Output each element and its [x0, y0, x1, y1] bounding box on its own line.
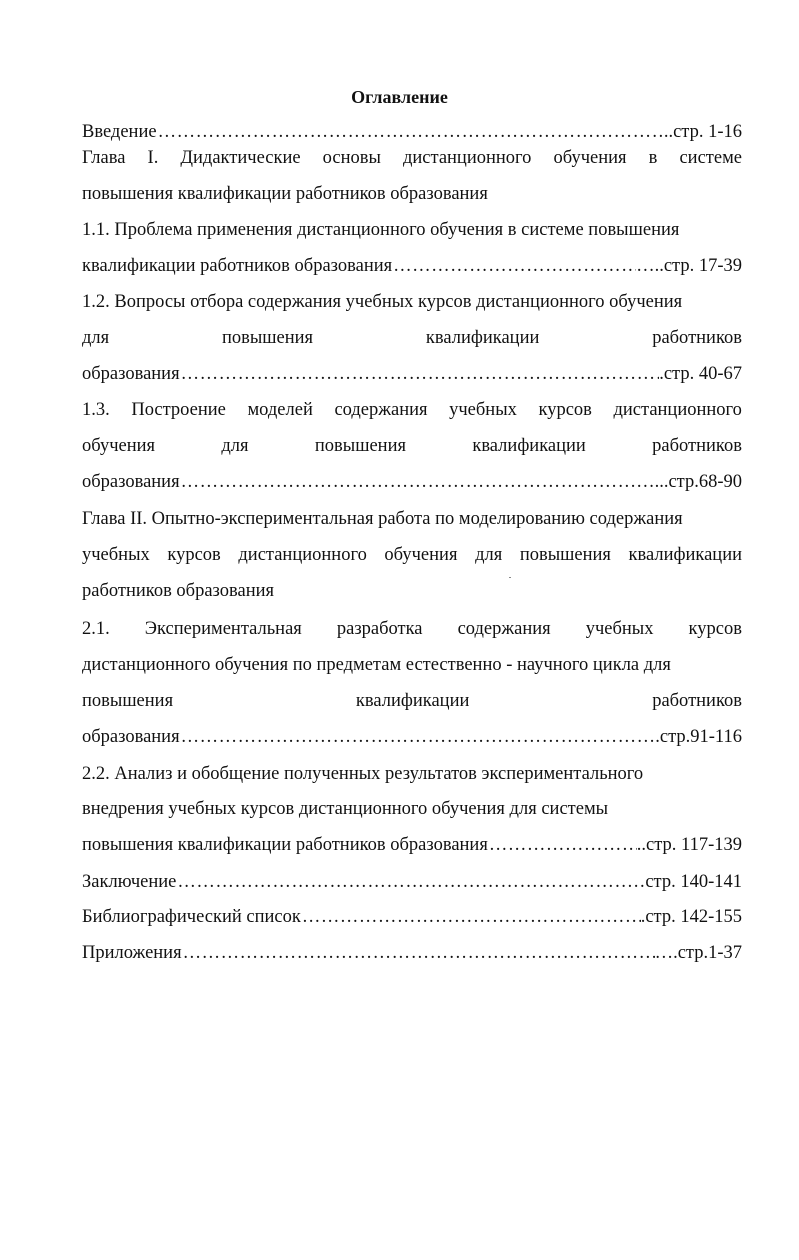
toc-page: ….стр.1-37	[654, 943, 742, 963]
toc-page: .стр.91-116	[655, 727, 742, 747]
word: курсов	[167, 545, 221, 565]
word: 2.1.	[82, 619, 110, 639]
word: повышения	[221, 328, 314, 348]
word: для	[82, 328, 110, 348]
word: учебных	[82, 545, 150, 565]
toc-label: повышения квалификации работников образования	[82, 835, 488, 855]
word: содержания	[334, 400, 428, 420]
toc-entry-intro	[82, 120, 742, 144]
toc-section-1-3-entry	[82, 470, 742, 494]
toc-section-2-1-line1	[82, 617, 742, 641]
word: работников	[652, 436, 742, 456]
word: Дидактические	[180, 148, 301, 168]
word: Глава	[82, 148, 126, 168]
word: учебных	[449, 400, 517, 420]
toc-chapter1-line1	[82, 146, 742, 170]
toc-section-2-2-line2: внедрения учебных курсов дистанционного обучения для системы	[82, 799, 609, 819]
word: курсов	[538, 400, 592, 420]
word: курсов	[688, 619, 742, 639]
toc-entry-appendices	[82, 941, 742, 965]
toc-section-2-1-line2: дистанционного обучения по предметам естественно - научного цикла для	[82, 655, 671, 675]
toc-section-1-3-line1	[82, 398, 742, 422]
dot-leader	[158, 120, 664, 144]
word: работников	[652, 328, 742, 348]
dot-leader	[181, 470, 636, 494]
toc-section-1-3-line2	[82, 434, 742, 458]
word: для	[475, 545, 503, 565]
toc-chapter2-line1: Глава II. Опытно-экспериментальная работа по моделированию содержания	[82, 509, 683, 529]
word: разработка	[336, 619, 423, 639]
toc-section-2-2-line1: 2.2. Анализ и обобщение полученных результатов экспериментального	[82, 764, 644, 784]
dot-leader	[181, 725, 656, 749]
toc-label: Библиографический список	[82, 907, 301, 927]
word: Экспериментальная	[144, 619, 302, 639]
toc-chapter1-line2: повышения квалификации работников образования	[82, 184, 488, 204]
word: учебных	[585, 619, 654, 639]
dot-leader	[177, 870, 626, 894]
word: в	[648, 148, 658, 168]
toc-page: …..стр. 17-39	[636, 256, 742, 276]
word: квалификации	[355, 691, 470, 711]
word: для	[221, 436, 249, 456]
toc-label: Заключение	[82, 872, 177, 892]
word: содержания	[457, 619, 551, 639]
word: дистанционного	[238, 545, 367, 565]
toc-chapter2-line2	[82, 543, 742, 567]
dot-leader	[393, 254, 636, 278]
toc-section-2-1-entry	[82, 725, 742, 749]
dot-leader	[183, 941, 655, 965]
toc-page: …стр. 140-141	[626, 872, 742, 892]
toc-section-2-1-line3	[82, 689, 742, 713]
word: I.	[147, 148, 159, 168]
toc-section-2-2-entry	[82, 833, 742, 857]
word: основы	[322, 148, 381, 168]
toc-label: Приложения	[82, 943, 182, 963]
toc-section-1-2-entry	[82, 362, 742, 386]
toc-page: .стр. 40-67	[659, 364, 742, 384]
toc-section-1-2-line2	[82, 326, 742, 350]
word: обучения	[82, 436, 156, 456]
toc-page: ..стр. 117-139	[636, 835, 742, 855]
toc-page: ..стр. 1-16	[663, 122, 742, 142]
toc-label: квалификации работников образования	[82, 256, 393, 276]
word: моделей	[247, 400, 313, 420]
toc-label: образования	[82, 727, 180, 747]
dot-leader	[181, 362, 660, 386]
toc-section-1-2-line1: 1.2. Вопросы отбора содержания учебных курсов дистанционного обучения	[82, 292, 683, 312]
word: 1.3.	[82, 400, 110, 420]
toc-label: Введение	[82, 122, 157, 142]
word: системе	[679, 148, 742, 168]
toc-entry-conclusion	[82, 870, 742, 894]
page-title: Оглавление	[351, 87, 448, 107]
toc-entry-bibliography	[82, 905, 742, 929]
word: квалификации	[472, 436, 586, 456]
word: квалификации	[425, 328, 540, 348]
toc-label: образования	[82, 364, 180, 384]
toc-section-1-1-line1: 1.1. Проблема применения дистанционного обучения в системе повышения	[82, 220, 680, 240]
dot-leader	[302, 905, 641, 929]
word: повышения	[519, 545, 611, 565]
word: повышения	[82, 691, 174, 711]
word: дистанционного	[402, 148, 532, 168]
word: дистанционного	[613, 400, 742, 420]
toc-label: образования	[82, 472, 180, 492]
dot-leader	[489, 833, 637, 857]
toc-section-1-1-entry	[82, 254, 742, 278]
word: обучения	[384, 545, 458, 565]
word: работников	[652, 691, 742, 711]
word: обучения	[553, 148, 627, 168]
word: Построение	[131, 400, 226, 420]
toc-page: .стр. 142-155	[640, 907, 742, 927]
word: повышения	[314, 436, 406, 456]
toc-chapter2-line3: работников образования	[82, 581, 275, 601]
word: квалификации	[628, 545, 742, 565]
scan-speck	[509, 577, 511, 578]
toc-page: …...стр.68-90	[636, 472, 742, 492]
